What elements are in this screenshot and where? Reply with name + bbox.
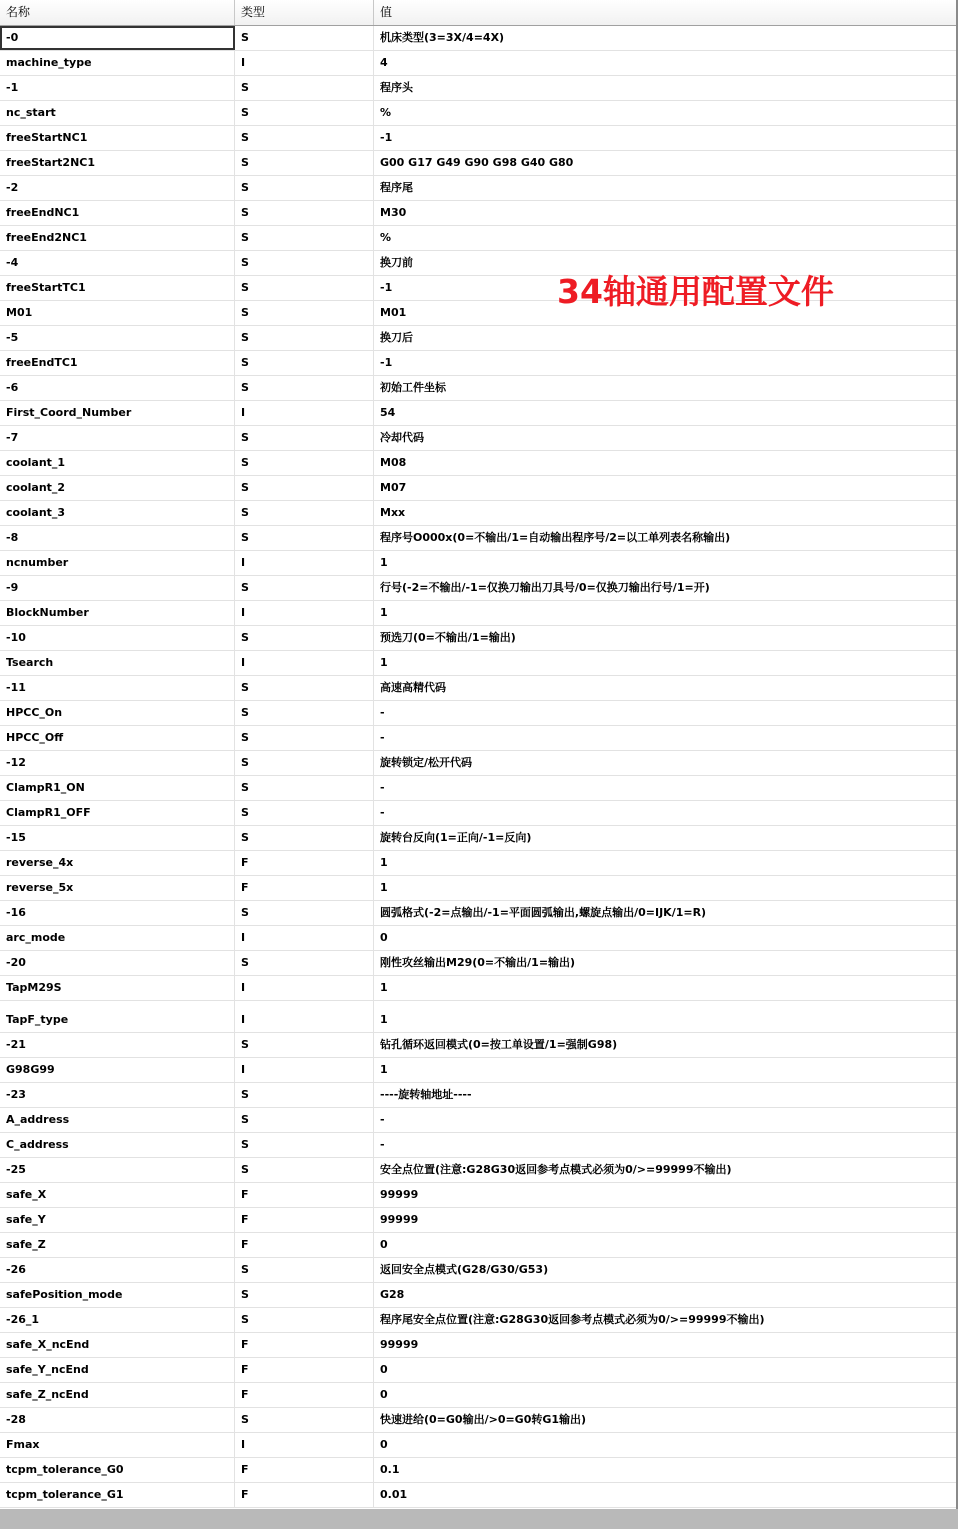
name-cell[interactable]: -15 [0, 826, 235, 850]
type-cell[interactable]: I [235, 601, 374, 625]
value-cell[interactable]: 99999 [380, 1188, 419, 1201]
value-cell[interactable]: G28 [380, 1288, 405, 1301]
value-cell[interactable]: Mxx [380, 506, 406, 519]
table-row[interactable] [0, 1233, 958, 1258]
type-cell[interactable]: S [235, 901, 374, 925]
type-cell[interactable]: I [235, 401, 374, 425]
value-cell[interactable]: 1 [380, 856, 388, 869]
value-cell[interactable]: 行号(-2=不输出/-1=仅换刀输出刀具号/0=仅换刀输出行号/1=开) [380, 581, 710, 594]
value-cell[interactable]: % [380, 106, 392, 119]
value-cell[interactable]: 0 [380, 1363, 388, 1376]
table-row[interactable] [0, 26, 958, 51]
name-cell[interactable]: TapM29S [0, 976, 235, 1000]
grid-header [0, 0, 958, 26]
name-cell[interactable]: ClampR1_OFF [0, 801, 235, 825]
type-cell[interactable]: S [235, 176, 374, 200]
name-cell[interactable]: -4 [0, 251, 235, 275]
table-row[interactable] [0, 951, 958, 976]
table-row[interactable] [0, 176, 958, 201]
table-row[interactable] [0, 1083, 958, 1108]
type-cell[interactable]: S [235, 501, 374, 525]
table-row[interactable] [0, 1383, 958, 1408]
table-row[interactable] [0, 1308, 958, 1333]
table-row[interactable] [0, 626, 958, 651]
type-cell[interactable]: S [235, 251, 374, 275]
table-row[interactable] [0, 751, 958, 776]
table-row[interactable] [0, 1108, 958, 1133]
value-cell[interactable]: -1 [380, 281, 393, 294]
value-cell[interactable]: ----旋转轴地址---- [380, 1088, 472, 1101]
table-row[interactable] [0, 1333, 958, 1358]
value-cell[interactable]: 0 [380, 1438, 388, 1451]
value-cell[interactable]: 0 [380, 1238, 388, 1251]
name-cell[interactable]: safe_Y [0, 1208, 235, 1232]
name-cell[interactable]: First_Coord_Number [0, 401, 235, 425]
name-cell[interactable]: -10 [0, 626, 235, 650]
type-cell[interactable]: I [235, 1433, 374, 1457]
value-cell[interactable]: M30 [380, 206, 407, 219]
value-cell[interactable]: 旋转台反向(1=正向/-1=反向) [380, 831, 532, 844]
type-cell[interactable]: S [235, 751, 374, 775]
table-row[interactable] [0, 76, 958, 101]
type-cell[interactable]: S [235, 1033, 374, 1057]
value-cell[interactable]: 快速进给(0=G0输出/>0=G0转G1输出) [380, 1413, 587, 1426]
table-row[interactable] [0, 426, 958, 451]
table-row[interactable] [0, 326, 958, 351]
grid-body [0, 26, 958, 1508]
type-cell[interactable]: F [235, 876, 374, 900]
table-row[interactable] [0, 826, 958, 851]
type-cell[interactable]: F [235, 1383, 374, 1407]
value-cell[interactable]: 机床类型(3=3X/4=4X) [380, 31, 505, 44]
table-row[interactable] [0, 726, 958, 751]
name-cell[interactable]: -11 [0, 676, 235, 700]
table-row[interactable] [0, 851, 958, 876]
type-cell[interactable]: S [235, 1258, 374, 1282]
type-cell[interactable]: S [235, 626, 374, 650]
table-row[interactable] [0, 976, 958, 1001]
value-cell[interactable]: 程序头 [380, 81, 413, 94]
name-cell[interactable]: ncnumber [0, 551, 235, 575]
name-cell[interactable]: -6 [0, 376, 235, 400]
type-cell[interactable]: S [235, 726, 374, 750]
table-row[interactable] [0, 501, 958, 526]
value-cell[interactable]: 0 [380, 931, 388, 944]
table-row[interactable] [0, 101, 958, 126]
name-cell[interactable]: -5 [0, 326, 235, 350]
name-cell[interactable]: -20 [0, 951, 235, 975]
type-cell[interactable]: S [235, 951, 374, 975]
name-cell[interactable]: Fmax [0, 1433, 235, 1457]
table-row[interactable] [0, 226, 958, 251]
name-cell[interactable]: -23 [0, 1083, 235, 1107]
table-row[interactable] [0, 1283, 958, 1308]
value-cell[interactable]: - [380, 706, 385, 719]
column-header-name[interactable]: 名称 [0, 0, 235, 25]
table-row[interactable] [0, 1258, 958, 1283]
value-cell[interactable]: 初始工件坐标 [380, 381, 446, 394]
table-row[interactable] [0, 376, 958, 401]
table-row[interactable] [0, 526, 958, 551]
table-row[interactable] [0, 1358, 958, 1383]
type-cell[interactable]: F [235, 1183, 374, 1207]
name-cell[interactable]: M01 [0, 301, 235, 325]
name-cell[interactable]: tcpm_tolerance_G1 [0, 1483, 235, 1507]
value-cell[interactable]: M01 [380, 306, 407, 319]
name-cell[interactable]: -8 [0, 526, 235, 550]
value-cell[interactable]: 1 [380, 981, 388, 994]
type-cell[interactable]: S [235, 276, 374, 300]
type-cell[interactable]: F [235, 1458, 374, 1482]
value-cell[interactable]: 安全点位置(注意:G28G30返回参考点模式必须为0/>=99999不输出) [380, 1163, 732, 1176]
name-cell[interactable]: -0 [0, 26, 235, 50]
name-cell[interactable]: coolant_2 [0, 476, 235, 500]
table-row[interactable] [0, 901, 958, 926]
type-cell[interactable]: I [235, 1058, 374, 1082]
overlay-title: 34轴通用配置文件 [557, 272, 834, 311]
type-cell[interactable]: S [235, 1083, 374, 1107]
name-cell[interactable]: reverse_4x [0, 851, 235, 875]
type-cell[interactable]: S [235, 451, 374, 475]
name-cell[interactable]: freeEndTC1 [0, 351, 235, 375]
value-cell[interactable]: 钻孔循环返回模式(0=按工单设置/1=强制G98) [380, 1038, 618, 1051]
name-cell[interactable]: freeStartTC1 [0, 276, 235, 300]
value-cell[interactable]: - [380, 1138, 385, 1151]
table-row[interactable] [0, 551, 958, 576]
table-row[interactable] [0, 1208, 958, 1233]
table-row[interactable] [0, 401, 958, 426]
value-cell[interactable]: 1 [380, 606, 388, 619]
table-row[interactable] [0, 1001, 958, 1033]
type-cell[interactable]: S [235, 201, 374, 225]
table-row[interactable] [0, 876, 958, 901]
name-cell[interactable]: machine_type [0, 51, 235, 75]
value-cell[interactable]: 4 [380, 56, 388, 69]
name-cell[interactable]: -2 [0, 176, 235, 200]
table-row[interactable] [0, 1058, 958, 1083]
type-cell[interactable]: S [235, 1283, 374, 1307]
type-cell[interactable]: S [235, 351, 374, 375]
name-cell[interactable]: C_address [0, 1133, 235, 1157]
value-cell[interactable]: - [380, 1113, 385, 1126]
value-cell[interactable]: 换刀前 [380, 256, 413, 269]
name-cell[interactable]: G98G99 [0, 1058, 235, 1082]
name-cell[interactable]: freeStart2NC1 [0, 151, 235, 175]
name-cell[interactable]: -12 [0, 751, 235, 775]
value-cell[interactable]: 程序尾 [380, 181, 413, 194]
table-row[interactable] [0, 51, 958, 76]
type-cell[interactable]: S [235, 301, 374, 325]
type-cell[interactable]: S [235, 1408, 374, 1432]
type-cell[interactable]: S [235, 326, 374, 350]
table-row[interactable] [0, 601, 958, 626]
value-cell[interactable]: M08 [380, 456, 407, 469]
column-header-value[interactable]: 值 [374, 0, 958, 25]
name-cell[interactable]: freeEnd2NC1 [0, 226, 235, 250]
type-cell[interactable]: F [235, 1208, 374, 1232]
value-cell[interactable]: 99999 [380, 1213, 419, 1226]
value-cell[interactable]: 0 [380, 1388, 388, 1401]
type-cell[interactable]: S [235, 101, 374, 125]
name-cell[interactable]: A_address [0, 1108, 235, 1132]
name-cell[interactable]: -9 [0, 576, 235, 600]
value-cell[interactable]: M07 [380, 481, 407, 494]
name-cell[interactable]: safe_X_ncEnd [0, 1333, 235, 1357]
type-cell[interactable]: S [235, 1158, 374, 1182]
name-cell[interactable]: nc_start [0, 101, 235, 125]
table-row[interactable] [0, 1408, 958, 1433]
name-cell[interactable]: HPCC_Off [0, 726, 235, 750]
value-cell[interactable]: 0.1 [380, 1463, 400, 1476]
table-row[interactable] [0, 151, 958, 176]
name-cell[interactable]: -21 [0, 1033, 235, 1057]
value-cell[interactable]: -1 [380, 356, 393, 369]
value-cell[interactable]: - [380, 781, 385, 794]
name-cell[interactable]: safe_Z [0, 1233, 235, 1257]
type-cell[interactable]: S [235, 1133, 374, 1157]
table-row[interactable] [0, 126, 958, 151]
table-row[interactable] [0, 1033, 958, 1058]
horizontal-scrollbar[interactable] [0, 1509, 958, 1529]
type-cell[interactable]: F [235, 1483, 374, 1507]
value-cell[interactable]: - [380, 731, 385, 744]
type-cell[interactable]: S [235, 151, 374, 175]
name-cell[interactable]: freeStartNC1 [0, 126, 235, 150]
table-row[interactable] [0, 801, 958, 826]
name-cell[interactable]: BlockNumber [0, 601, 235, 625]
column-header-type[interactable]: 类型 [235, 0, 374, 25]
name-cell[interactable]: safe_X [0, 1183, 235, 1207]
value-cell[interactable]: 1 [380, 1013, 388, 1026]
name-cell[interactable]: -26_1 [0, 1308, 235, 1332]
name-cell[interactable]: coolant_1 [0, 451, 235, 475]
value-cell[interactable]: 冷却代码 [380, 431, 424, 444]
value-cell[interactable]: 换刀后 [380, 331, 413, 344]
value-cell[interactable]: % [380, 231, 392, 244]
name-cell[interactable]: HPCC_On [0, 701, 235, 725]
table-row[interactable] [0, 201, 958, 226]
type-cell[interactable]: I [235, 1001, 374, 1032]
name-cell[interactable]: -25 [0, 1158, 235, 1182]
name-cell[interactable]: safe_Y_ncEnd [0, 1358, 235, 1382]
type-cell[interactable]: I [235, 551, 374, 575]
type-cell[interactable]: S [235, 676, 374, 700]
type-cell[interactable]: F [235, 1358, 374, 1382]
type-cell[interactable]: S [235, 126, 374, 150]
name-cell[interactable]: -26 [0, 1258, 235, 1282]
table-row[interactable] [0, 451, 958, 476]
type-cell[interactable]: I [235, 51, 374, 75]
name-cell[interactable]: Tsearch [0, 651, 235, 675]
type-cell[interactable]: I [235, 651, 374, 675]
value-cell[interactable]: -1 [380, 131, 393, 144]
name-cell[interactable]: arc_mode [0, 926, 235, 950]
name-cell[interactable]: -28 [0, 1408, 235, 1432]
type-cell[interactable]: S [235, 701, 374, 725]
value-cell[interactable]: 预选刀(0=不输出/1=输出) [380, 631, 516, 644]
table-row[interactable] [0, 676, 958, 701]
type-cell[interactable]: S [235, 376, 374, 400]
table-row[interactable] [0, 1158, 958, 1183]
type-cell[interactable]: S [235, 526, 374, 550]
value-cell[interactable]: 1 [380, 656, 388, 669]
value-cell[interactable]: 返回安全点模式(G28/G30/G53) [380, 1263, 549, 1276]
name-cell[interactable]: ClampR1_ON [0, 776, 235, 800]
value-cell[interactable]: 0.01 [380, 1488, 408, 1501]
type-cell[interactable]: S [235, 576, 374, 600]
value-cell[interactable]: 刚性攻丝输出M29(0=不输出/1=输出) [380, 956, 576, 969]
type-cell[interactable]: I [235, 976, 374, 1000]
table-row[interactable] [0, 476, 958, 501]
name-cell[interactable]: TapF_type [0, 1001, 235, 1032]
table-row[interactable] [0, 351, 958, 376]
type-cell[interactable]: F [235, 1233, 374, 1257]
name-cell[interactable]: coolant_3 [0, 501, 235, 525]
table-row[interactable] [0, 1483, 958, 1508]
value-cell[interactable]: 99999 [380, 1338, 419, 1351]
name-cell[interactable]: -1 [0, 76, 235, 100]
table-row[interactable] [0, 701, 958, 726]
value-cell[interactable]: 54 [380, 406, 396, 419]
type-cell[interactable]: S [235, 26, 374, 50]
value-cell[interactable]: 旋转锁定/松开代码 [380, 756, 473, 769]
name-cell[interactable]: -16 [0, 901, 235, 925]
table-row[interactable] [0, 1133, 958, 1158]
type-cell[interactable]: S [235, 426, 374, 450]
type-cell[interactable]: S [235, 1108, 374, 1132]
type-cell[interactable]: F [235, 851, 374, 875]
name-cell[interactable]: tcpm_tolerance_G0 [0, 1458, 235, 1482]
value-cell[interactable]: 程序尾安全点位置(注意:G28G30返回参考点模式必须为0/>=99999不输出) [380, 1313, 765, 1326]
value-cell[interactable]: G00 G17 G49 G90 G98 G40 G80 [380, 156, 574, 169]
type-cell[interactable]: S [235, 476, 374, 500]
type-cell[interactable]: F [235, 1333, 374, 1357]
value-cell[interactable]: 1 [380, 556, 388, 569]
table-row[interactable] [0, 1183, 958, 1208]
table-row[interactable] [0, 651, 958, 676]
value-cell[interactable]: 圆弧格式(-2=点输出/-1=平面圆弧输出,螺旋点输出/0=IJK/1=R) [380, 906, 707, 919]
type-cell[interactable]: I [235, 926, 374, 950]
type-cell[interactable]: S [235, 776, 374, 800]
value-cell[interactable]: 高速高精代码 [380, 681, 446, 694]
value-cell[interactable]: - [380, 806, 385, 819]
value-cell[interactable]: 1 [380, 881, 388, 894]
table-row[interactable] [0, 1433, 958, 1458]
type-cell[interactable]: S [235, 826, 374, 850]
type-cell[interactable]: S [235, 226, 374, 250]
name-cell[interactable]: -7 [0, 426, 235, 450]
type-cell[interactable]: S [235, 76, 374, 100]
table-row[interactable] [0, 926, 958, 951]
table-row[interactable] [0, 576, 958, 601]
name-cell[interactable]: safe_Z_ncEnd [0, 1383, 235, 1407]
name-cell[interactable]: freeEndNC1 [0, 201, 235, 225]
table-row[interactable] [0, 776, 958, 801]
table-row[interactable] [0, 1458, 958, 1483]
name-cell[interactable]: safePosition_mode [0, 1283, 235, 1307]
value-cell[interactable]: 程序号O000x(0=不输出/1=自动输出程序号/2=以工单列表名称输出) [380, 531, 731, 544]
type-cell[interactable]: S [235, 1308, 374, 1332]
type-cell[interactable]: S [235, 801, 374, 825]
value-cell[interactable]: 1 [380, 1063, 388, 1076]
name-cell[interactable]: reverse_5x [0, 876, 235, 900]
